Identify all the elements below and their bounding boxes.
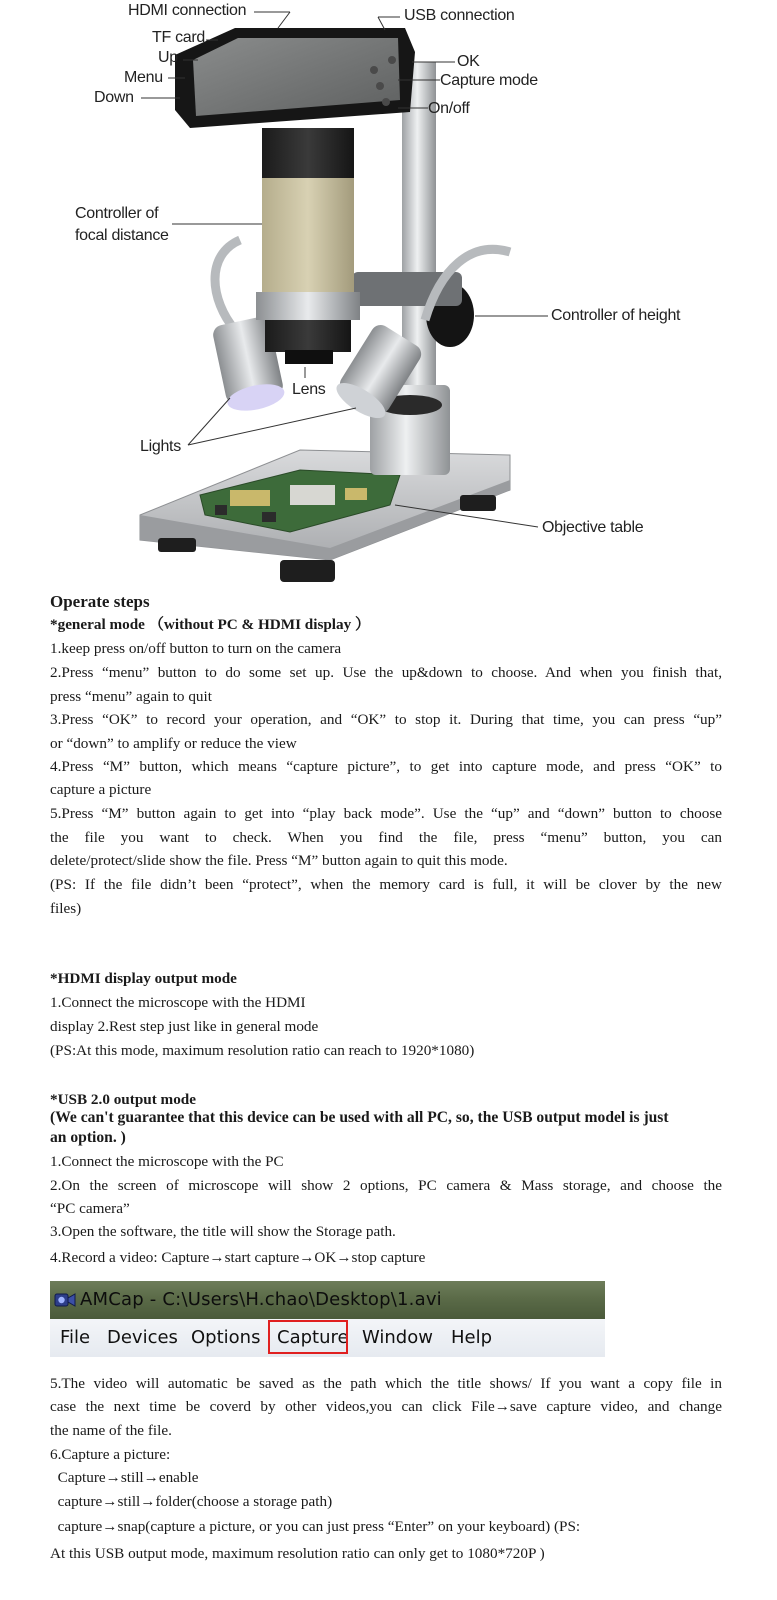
callout-on-off: On/off [428, 100, 470, 117]
general-step-line: files) [50, 900, 82, 917]
callout-focal-line1: Controller of [75, 205, 159, 222]
general-step-line: delete/protect/slide show the file. Press “M” button again to quit this mode. [50, 852, 508, 869]
hdmi-mode-heading: *HDMI display output mode [50, 970, 237, 987]
menu-help[interactable]: Help [451, 1327, 493, 1348]
callout-lights: Lights [140, 438, 181, 455]
usb-mode-heading: *USB 2.0 output mode [50, 1091, 196, 1108]
usb-step-line: 2.On the screen of microscope will show 2 options, PC camera & Mass storage, and choose the [50, 1177, 722, 1194]
usb-after-line: capture→still→folder(choose a storage path) [50, 1493, 333, 1510]
usb-mode-note: an option. ) [50, 1129, 126, 1146]
general-step-line: 3.Press “OK” to record your operation, and “OK” to stop it. During that time, you can press “up” [50, 711, 722, 728]
amcap-title-text: AMCap - C:\Users\H.chao\Desktop\1.avi [80, 1289, 442, 1310]
usb-after-line: case the next time be coverd by other videos,you can click File→save capture video, and change [50, 1398, 722, 1415]
general-step-line: capture a picture [50, 781, 152, 798]
page-title: Operate steps [50, 592, 150, 611]
callout-lens: Lens [292, 381, 326, 398]
menu-capture[interactable]: Capture [277, 1327, 349, 1348]
general-step-line: 1.keep press on/off button to turn on the camera [50, 640, 342, 657]
callout-capture-mode: Capture mode [440, 72, 538, 89]
menu-devices[interactable]: Devices [107, 1327, 178, 1348]
amcap-menu-bar [50, 1319, 605, 1357]
callout-up: Up [158, 49, 178, 66]
usb-step-line: 1.Connect the microscope with the PC [50, 1153, 284, 1170]
general-step-line: the file you want to check. When you find the file, press “menu” button, you can [50, 829, 722, 846]
usb-after-line: Capture→still→enable [50, 1469, 199, 1486]
menu-options[interactable]: Options [191, 1327, 261, 1348]
general-step-line: (PS: If the file didn’t been “protect”, when the memory card is full, it will be clover by the new [50, 876, 722, 893]
hdmi-step-line: 1.Connect the microscope with the HDMI [50, 994, 306, 1011]
callout-hdmi-connection: HDMI connection [128, 2, 247, 19]
hdmi-step-line: display 2.Rest step just like in general mode [50, 1018, 319, 1035]
callout-focal-line2: focal distance [75, 227, 169, 244]
general-step-line: 4.Press “M” button, which means “capture picture”, to get into capture mode, and press “OK” to [50, 758, 722, 775]
menu-file[interactable]: File [60, 1327, 91, 1348]
callout-usb-connection: USB connection [404, 7, 515, 24]
video-camera-icon [54, 1290, 76, 1310]
general-mode-heading: *general mode （without PC & HDMI display ） [50, 616, 371, 633]
amcap-window-screenshot [50, 1281, 605, 1357]
usb-after-line: 6.Capture a picture: [50, 1446, 171, 1463]
menu-window[interactable]: Window [362, 1327, 433, 1348]
usb-step-line: 4.Record a video: Capture→start capture→OK→stop capture [50, 1249, 426, 1266]
callout-objective-table: Objective table [542, 519, 644, 536]
amcap-title-bar [50, 1281, 605, 1319]
usb-step-line: “PC camera” [50, 1200, 130, 1217]
usb-after-line: 5.The video will automatic be saved as the path which the title shows/ If you want a copy file in [50, 1375, 722, 1392]
product-diagram [0, 0, 777, 590]
usb-mode-note: (We can't guarantee that this device can be used with all PC, so, the USB output model is just [50, 1109, 669, 1126]
usb-after-line: At this USB output mode, maximum resolution ratio can only get to 1080*720P ) [50, 1545, 545, 1562]
usb-after-line: the name of the file. [50, 1422, 172, 1439]
callout-down: Down [94, 89, 134, 106]
general-step-line: or “down” to amplify or reduce the view [50, 735, 297, 752]
callout-controller-of-height: Controller of height [551, 307, 681, 324]
callout-menu: Menu [124, 69, 163, 86]
hdmi-step-line: (PS:At this mode, maximum resolution ratio can reach to 1920*1080) [50, 1042, 475, 1059]
general-step-line: 2.Press “menu” button to do some set up. Use the up&down to choose. And when you finish that, [50, 664, 722, 681]
general-step-line: 5.Press “M” button again to get into “play back mode”. Use the “up” and “down” button to choose [50, 805, 722, 822]
callout-tf-card: TF card [152, 29, 206, 46]
general-step-line: press “menu” again to quit [50, 688, 212, 705]
usb-after-line: capture→snap(capture a picture, or you can just press “Enter” on your keyboard) (PS: [50, 1518, 581, 1535]
capture-highlight-box [268, 1320, 348, 1354]
callout-ok: OK [457, 53, 480, 70]
usb-step-line: 3.Open the software, the title will show the Storage path. [50, 1223, 396, 1240]
